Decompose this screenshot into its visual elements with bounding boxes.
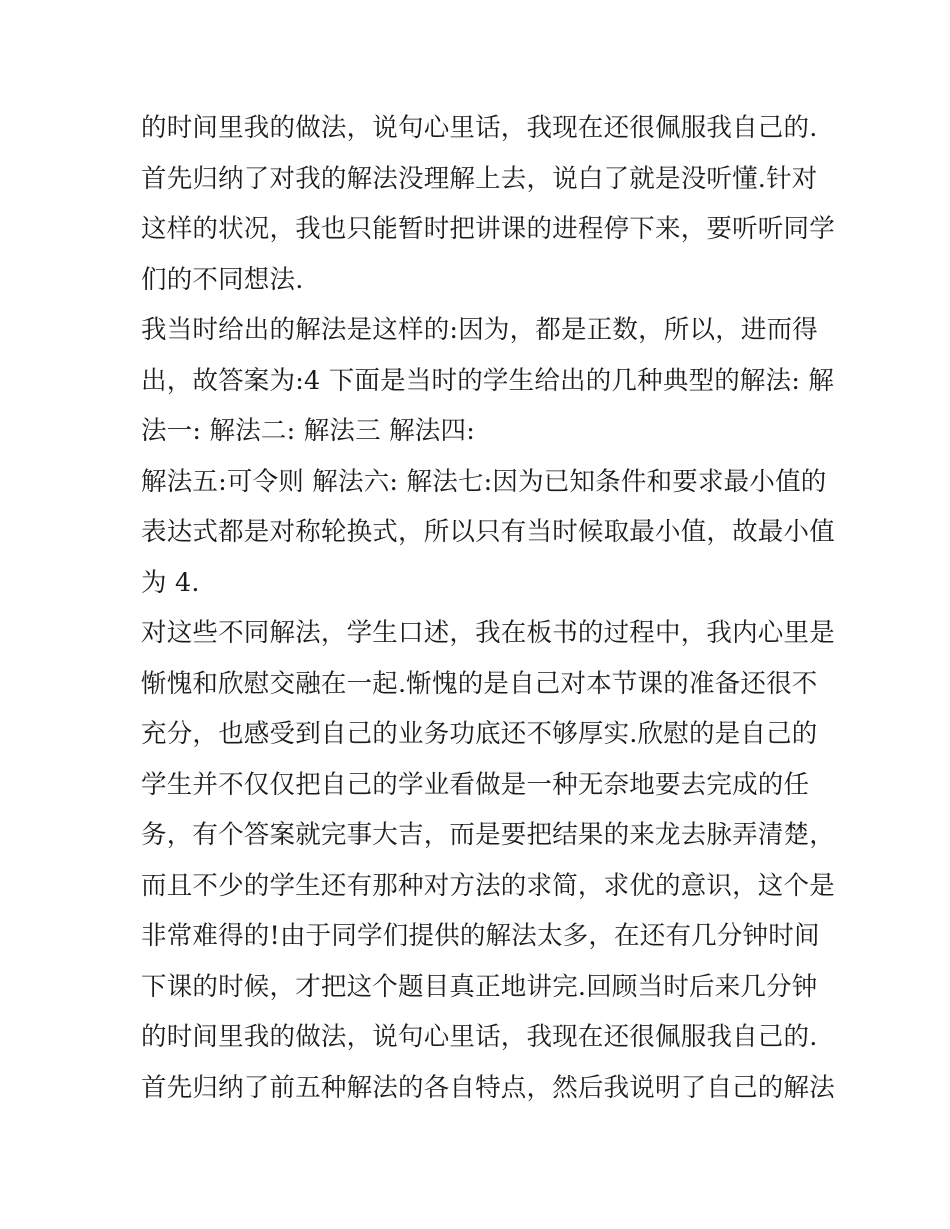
text-line: 首先归纳了前五种解法的各自特点，然后我说明了自己的解法 (141, 1072, 835, 1103)
text-line: 非常难得的!由于同学们提供的解法太多，在还有几分钟时间 (141, 921, 820, 951)
text-line: 对这些不同解法，学生口述，我在板书的过程中，我内心里是 (141, 618, 835, 648)
text-line: 首先归纳了对我的解法没理解上去，说白了就是没听懂.针对 (141, 163, 818, 194)
text-line: 我当时给出的解法是这样的:因为，都是正数，所以，进而得 (141, 315, 818, 345)
text-line: 学生并不仅仅把自己的学业看做是一种无奈地要去完成的任 (141, 769, 810, 800)
text-line: 的时间里我的做法，说句心里话，我现在还很佩服我自己的. (141, 1022, 818, 1052)
text-line: 解法五:可令则 解法六: 解法七:因为已知条件和要求最小值的 (141, 466, 827, 497)
text-line: 务，有个答案就完事大吉，而是要把结果的来龙去脉弄清楚， (141, 820, 835, 850)
text-line: 下课的时候，才把这个题目真正地讲完.回顾当时后来几分钟 (141, 971, 818, 1002)
text-line: 表达式都是对称轮换式，所以只有当时候取最小值，故最小值 (141, 517, 835, 547)
text-line: 的时间里我的做法，说句心里话，我现在还很佩服我自己的. (141, 113, 818, 143)
text-line: 而且不少的学生还有那种对方法的求简，求优的意识，这个是 (141, 870, 835, 901)
text-line: 们的不同想法. (141, 264, 304, 295)
text-line: 这样的状况，我也只能暂时把讲课的进程停下来，要听听同学 (141, 214, 835, 244)
text-line: 出，故答案为:4 下面是当时的学生给出的几种典型的解法: 解 (141, 365, 835, 396)
text-line: 法一: 解法二: 解法三 解法四: (141, 416, 475, 446)
text-line: 为 4. (141, 567, 200, 598)
text-line: 充分，也感受到自己的业务功底还不够厚实.欣慰的是自己的 (141, 719, 818, 749)
body-text (141, 103, 835, 1113)
text-line: 惭愧和欣慰交融在一起.惭愧的是自己对本节课的准备还很不 (141, 668, 818, 699)
